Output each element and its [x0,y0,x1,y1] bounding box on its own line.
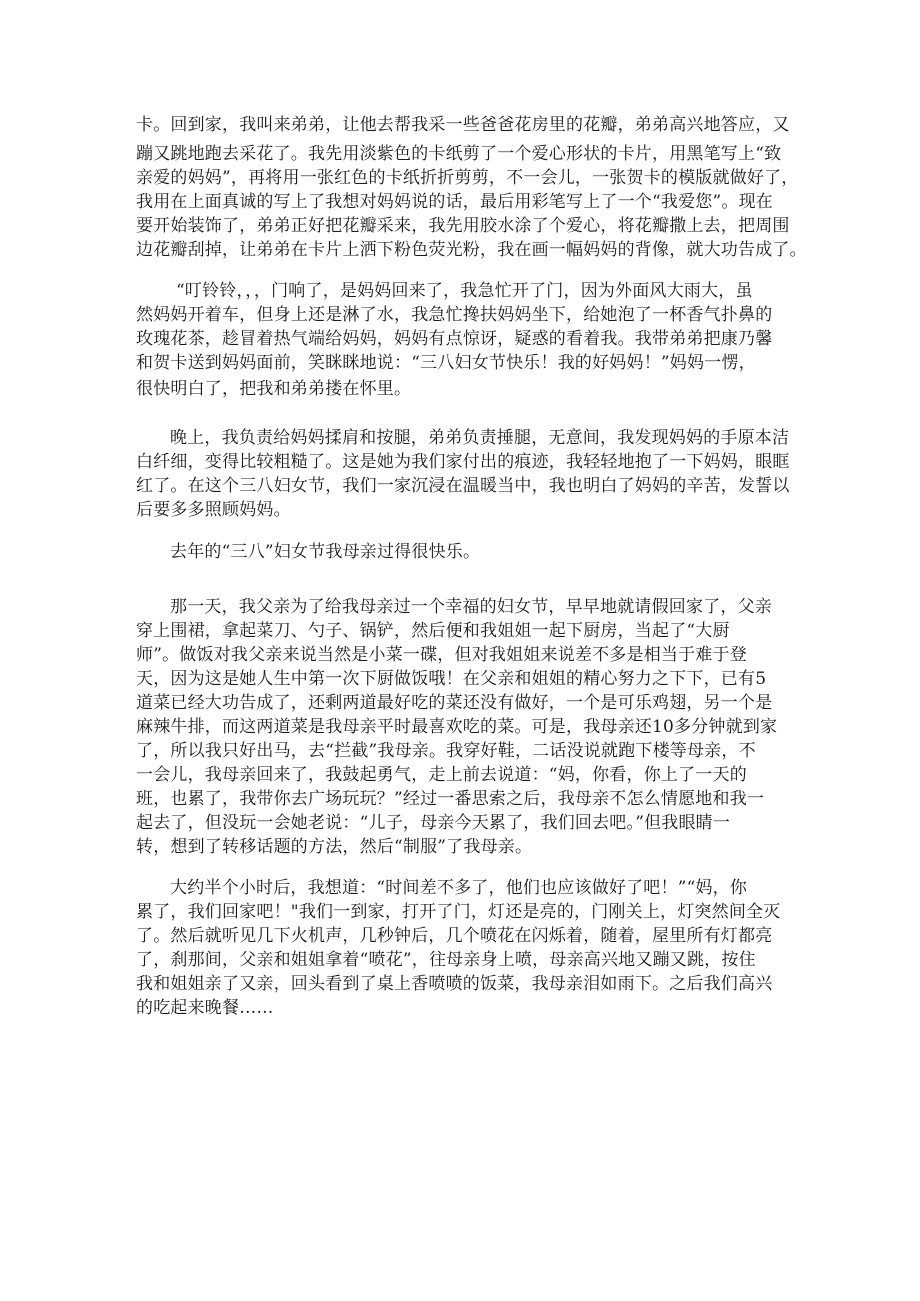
paragraph-1-line-2: 蹦又跳地跑去采花了。我先用淡紫色的卡纸剪了一个爱心形状的卡片，用黑笔写上“致 [136,144,782,164]
paragraph-5-line-5: 道菜已经大功告成了，还剩两道最好吃的菜还没有做好，一个是可乐鸡翅，另一个是 [136,693,773,713]
paragraph-2-line-4: 和贺卡送到妈妈面前，笑眯眯地说：“三八妇女节快乐！我的好妈妈！”妈妈一愣， [136,353,756,373]
paragraph-3-line-4: 后要多多照顾妈妈。 [136,500,291,520]
paragraph-1-line-5: 要开始装饰了，弟弟正好把花瓣采来，我先用胶水涂了个爱心，将花瓣撒上去，把周围 [136,216,790,236]
paragraph-2-line-2: 然妈妈开着车，但身上还是淋了水，我急忙搀扶妈妈坐下，给她泡了一杯香气扑鼻的 [136,305,773,325]
paragraph-5-line-8: 一会儿，我母亲回来了，我鼓起勇气，走上前去说道：“妈，你看，你上了一天的 [136,765,747,785]
paragraph-6-line-3: 了。然后就听见几下火机声，几秒钟后，几个喷花在闪烁着，随着，屋里所有灯都亮 [136,926,773,946]
paragraph-6-line-2: 累了，我们回家吧！"我们一到家，打开了门，灯还是亮的，门刚关上，灯突然间全灭 [136,902,781,922]
paragraph-1-line-3: 亲爱的妈妈”，再将用一张红色的卡纸折折剪剪，不一会儿，一张贺卡的模版就做好了， [136,168,799,188]
paragraph-5-line-3: 师”。做饭对我父亲来说当然是小菜一碟，但对我姐姐来说差不多是相当于难于登 [136,645,747,665]
paragraph-5-line-4: 天，因为这是她人生中第一次下厨做饭哦！在父亲和姐姐的精心努力之下下，已有5 [136,669,767,689]
paragraph-5-line-6: 麻辣牛排，而这两道菜是我母亲平时最喜欢吃的菜。可是，我母亲还10多分钟就到家 [136,717,778,737]
paragraph-5-line-1: 那一天，我父亲为了给我母亲过一个幸福的妇女节，早早地就请假回家了，父亲 [170,597,772,617]
paragraph-2-line-5: 很快明白了，把我和弟弟搂在怀里。 [136,379,412,399]
paragraph-4-line-1: 去年的“三八”妇女节我母亲过得很快乐。 [170,542,481,562]
paragraph-6-line-1: 大约半个小时后，我想道：“时间差不多了，他们也应该做好了吧！”“妈，你 [170,878,748,898]
paragraph-3-line-2: 白纤细，变得比较粗糙了。这是她为我们家付出的痕迹，我轻轻地抱了一下妈妈，眼眶 [136,452,790,472]
paragraph-3-line-3: 红了。在这个三八妇女节，我们一家沉浸在温暖当中，我也明白了妈妈的辛苦，发誓以 [136,476,790,496]
paragraph-2-line-3: 玫瑰花茶，趁冒着热气端给妈妈，妈妈有点惊讶，疑惑的看着我。我带弟弟把康乃馨 [136,329,773,349]
paragraph-5-line-10: 起去了，但没玩一会她老说：“儿子，母亲今天累了，我们回去吧。”但我眼睛一 [136,813,731,833]
paragraph-6-line-5: 我和姐姐亲了又亲，回头看到了桌上香喷喷的饭菜，我母亲泪如雨下。之后我们高兴 [136,974,773,994]
paragraph-3-line-1: 晚上，我负责给妈妈揉肩和按腿，弟弟负责捶腿，无意间，我发现妈妈的手原本洁 [170,428,790,448]
paragraph-2-line-1: “叮铃铃，，，门响了，是妈妈回来了，我急忙开了门，因为外面风大雨大，虽 [176,281,753,301]
paragraph-5-line-7: 了，所以我只好出马，去“拦截”我母亲。我穿好鞋，二话没说就跑下楼等母亲，不 [136,741,756,761]
paragraph-5-line-9: 班，也累了，我带你去广场玩玩？”经过一番思索之后，我母亲不怎么情愿地和我一 [136,789,765,809]
paragraph-6-line-6: 的吃起来晚餐…… [136,998,274,1018]
paragraph-6-line-4: 了，刹那间，父亲和姐姐拿着“喷花”，往母亲身上喷，母亲高兴地又蹦又跳，按住 [136,950,756,970]
paragraph-5-line-2: 穿上围裙，拿起菜刀、勺子、锅铲，然后便和我姐姐一起下厨房，当起了“大厨 [136,621,730,641]
paragraph-1-line-4: 我用在上面真诚的写上了我想对妈妈说的话，最后用彩笔写上了一个“我爱您”。现在 [136,192,773,212]
paragraph-1-line-6: 边花瓣刮掉，让弟弟在卡片上洒下粉色荧光粉，我在画一幅妈妈的背像，就大功告成了。 [136,240,807,260]
paragraph-5-line-11: 转，想到了转移话题的方法，然后“制服”了我母亲。 [136,837,533,857]
paragraph-1-line-1: 卡。回到家，我叫来弟弟，让他去帮我采一些爸爸花房里的花瓣，弟弟高兴地答应，又 [136,115,790,135]
